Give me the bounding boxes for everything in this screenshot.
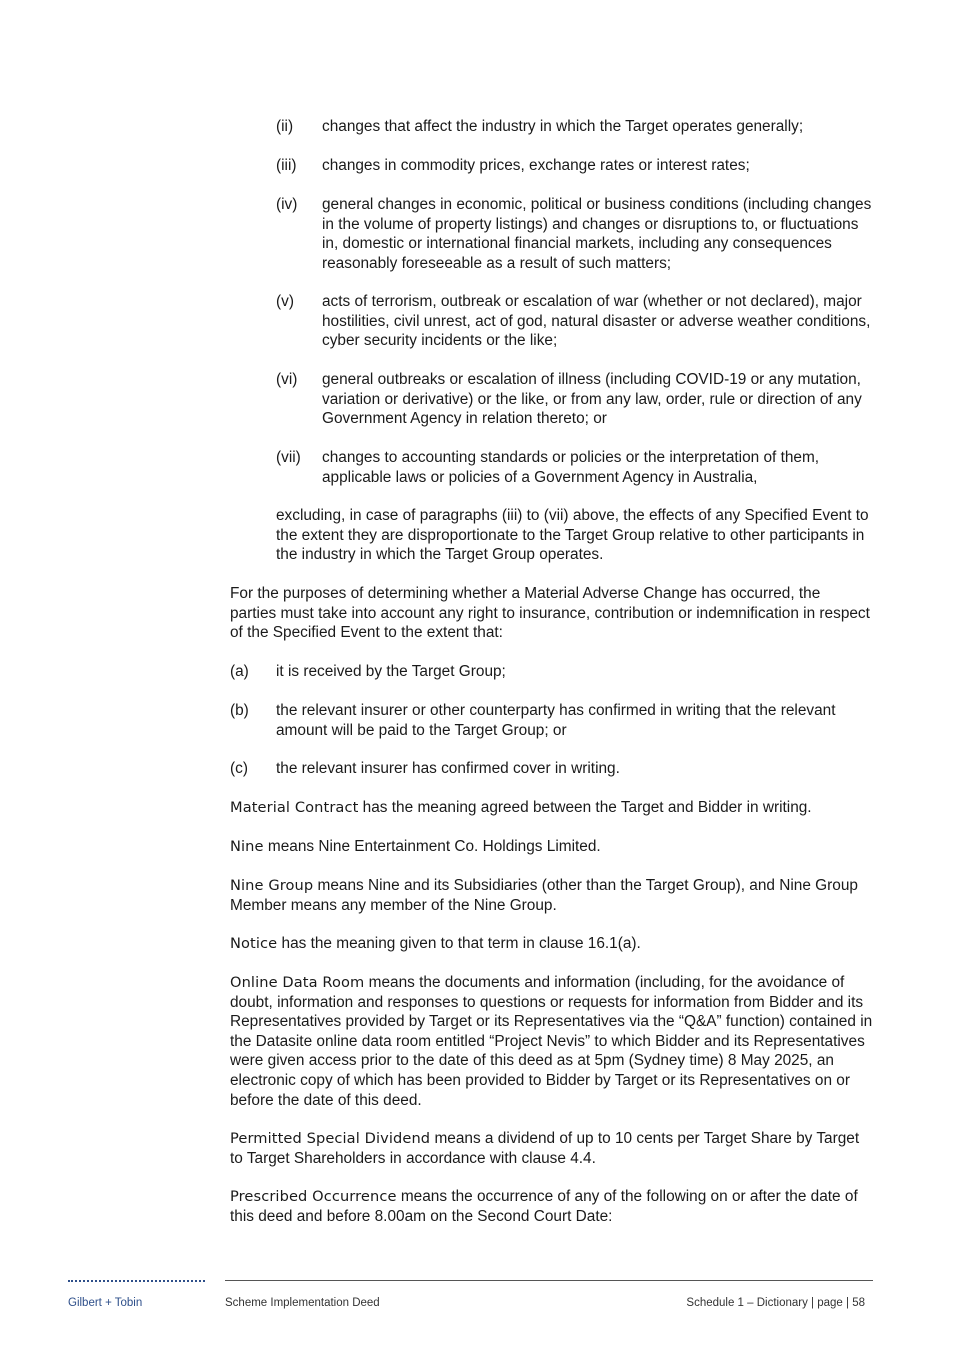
defined-term: Prescribed Occurrence bbox=[230, 1188, 397, 1205]
definition-text: means Nine Entertainment Co. Holdings Limited. bbox=[263, 838, 601, 855]
definition-permitted-special-dividend bbox=[230, 1129, 870, 1168]
sub-item-text: changes in commodity prices, exchange rates or interest rates; bbox=[322, 157, 750, 174]
sub-item-text: changes to accounting standards or policies or the interpretation of them, applicable laws or policies of a Government Agency in Australia, bbox=[322, 449, 820, 486]
sub-item bbox=[276, 117, 871, 137]
defined-term: Material Contract bbox=[230, 799, 359, 816]
list-item bbox=[230, 759, 870, 779]
sub-item-text: general outbreaks or escalation of illness (including COVID-19 or any mutation, variation or derivative) or the like, or from any law, order, rule or direction of any Government Agency in relation thereto; or bbox=[322, 371, 862, 428]
mac-purposes-paragraph: For the purposes of determining whether a Material Adverse Change has occurred, the parties must take into account any right to insurance, contribution or indemnification in respect of the Specified Event to the extent that: bbox=[230, 585, 870, 642]
sub-item-number: (vii) bbox=[276, 449, 301, 466]
sub-item-number: (iv) bbox=[276, 196, 298, 213]
definition-text: means the documents and information (including, for the avoidance of doubt, information and responses to questions or requests for information from Bidder and its Representatives provided by Target or its Representatives via the “Q&A” function) contained in the Datasite online data room entitled “Project Nevis” to which Bidder and its Representatives were given access prior to the date of this deed as at 5pm (Sydney time) 8 May 2025, an electronic copy of which has been provided to Bidder by Target or its Representatives on or before the date of this deed. bbox=[230, 974, 873, 1109]
footer-document-title: Scheme Implementation Deed bbox=[225, 1297, 380, 1309]
definition-text: has the meaning agreed between the Target and Bidder in writing. bbox=[358, 799, 812, 816]
sub-item bbox=[276, 448, 871, 488]
sub-item bbox=[276, 195, 871, 275]
definition-text: means a dividend of up to 10 cents per Target Share by Target to Target Shareholders in accordance with clause 4.4. bbox=[230, 1130, 860, 1167]
list-item-text: the relevant insurer has confirmed cover in writing. bbox=[276, 760, 620, 777]
definition-notice bbox=[230, 934, 870, 954]
defined-term: Nine bbox=[230, 838, 264, 855]
footer-firm: Gilbert + Tobin bbox=[68, 1297, 143, 1309]
list-item bbox=[230, 662, 870, 682]
defined-term: Nine Group bbox=[230, 877, 314, 894]
definition-prescribed-occurrence bbox=[230, 1187, 870, 1226]
list-item-number: (b) bbox=[230, 702, 249, 719]
sub-item-number: (ii) bbox=[276, 118, 294, 135]
sub-item-number: (iii) bbox=[276, 157, 297, 174]
footer-dotted-rule bbox=[68, 1280, 205, 1282]
excluding-paragraph: excluding, in case of paragraphs (iii) to (vii) above, the effects of any Specified Event to the extent they are disproportionate to the Target Group relative to other participants in the industry in which the Target Group operates. bbox=[276, 507, 869, 564]
defined-term: Notice bbox=[230, 935, 278, 952]
list-item-number: (c) bbox=[230, 760, 248, 777]
sub-item-number: (vi) bbox=[276, 371, 298, 388]
definition-text: has the meaning given to that term in clause 16.1(a). bbox=[277, 935, 641, 952]
list-item bbox=[230, 701, 870, 741]
list-item-text: the relevant insurer or other counterparty has confirmed in writing that the relevant amount will be paid to the Target Group; or bbox=[276, 702, 836, 739]
sub-item-text: changes that affect the industry in which the Target operates generally; bbox=[322, 118, 804, 135]
definition-nine bbox=[230, 837, 870, 857]
footer-page-location: Schedule 1 – Dictionary | page | 58 bbox=[686, 1297, 865, 1309]
definition-text: means Nine and its Subsidiaries (other than the Target Group), and Nine Group Member means any member of the Nine Group. bbox=[230, 877, 858, 914]
definition-online-data-room bbox=[230, 973, 874, 1110]
sub-item bbox=[276, 292, 871, 352]
definition-text: means the occurrence of any of the following on or after the date of this deed and before 8.00am on the Second Court Date: bbox=[230, 1188, 858, 1225]
list-item-number: (a) bbox=[230, 663, 249, 680]
list-item-text: it is received by the Target Group; bbox=[276, 663, 506, 680]
sub-item bbox=[276, 370, 871, 430]
sub-item-number: (v) bbox=[276, 293, 294, 310]
definition-material-contract bbox=[230, 798, 870, 818]
sub-item-text: acts of terrorism, outbreak or escalation of war (whether or not declared), major hostilities, civil unrest, act of god, natural disaster or adverse weather conditions, cyber security incidents or the like; bbox=[322, 293, 871, 350]
defined-term: Permitted Special Dividend bbox=[230, 1130, 431, 1147]
sub-item bbox=[276, 156, 871, 176]
footer-rule bbox=[225, 1280, 873, 1281]
sub-item-text: general changes in economic, political or business conditions (including changes in the volume of property listings) and changes or disruptions to, or fluctuations in, domestic or international financial markets, including any consequences reasonably foreseeable as a result of such matters; bbox=[322, 196, 872, 272]
definition-nine-group bbox=[230, 876, 870, 915]
defined-term: Online Data Room bbox=[230, 974, 365, 991]
